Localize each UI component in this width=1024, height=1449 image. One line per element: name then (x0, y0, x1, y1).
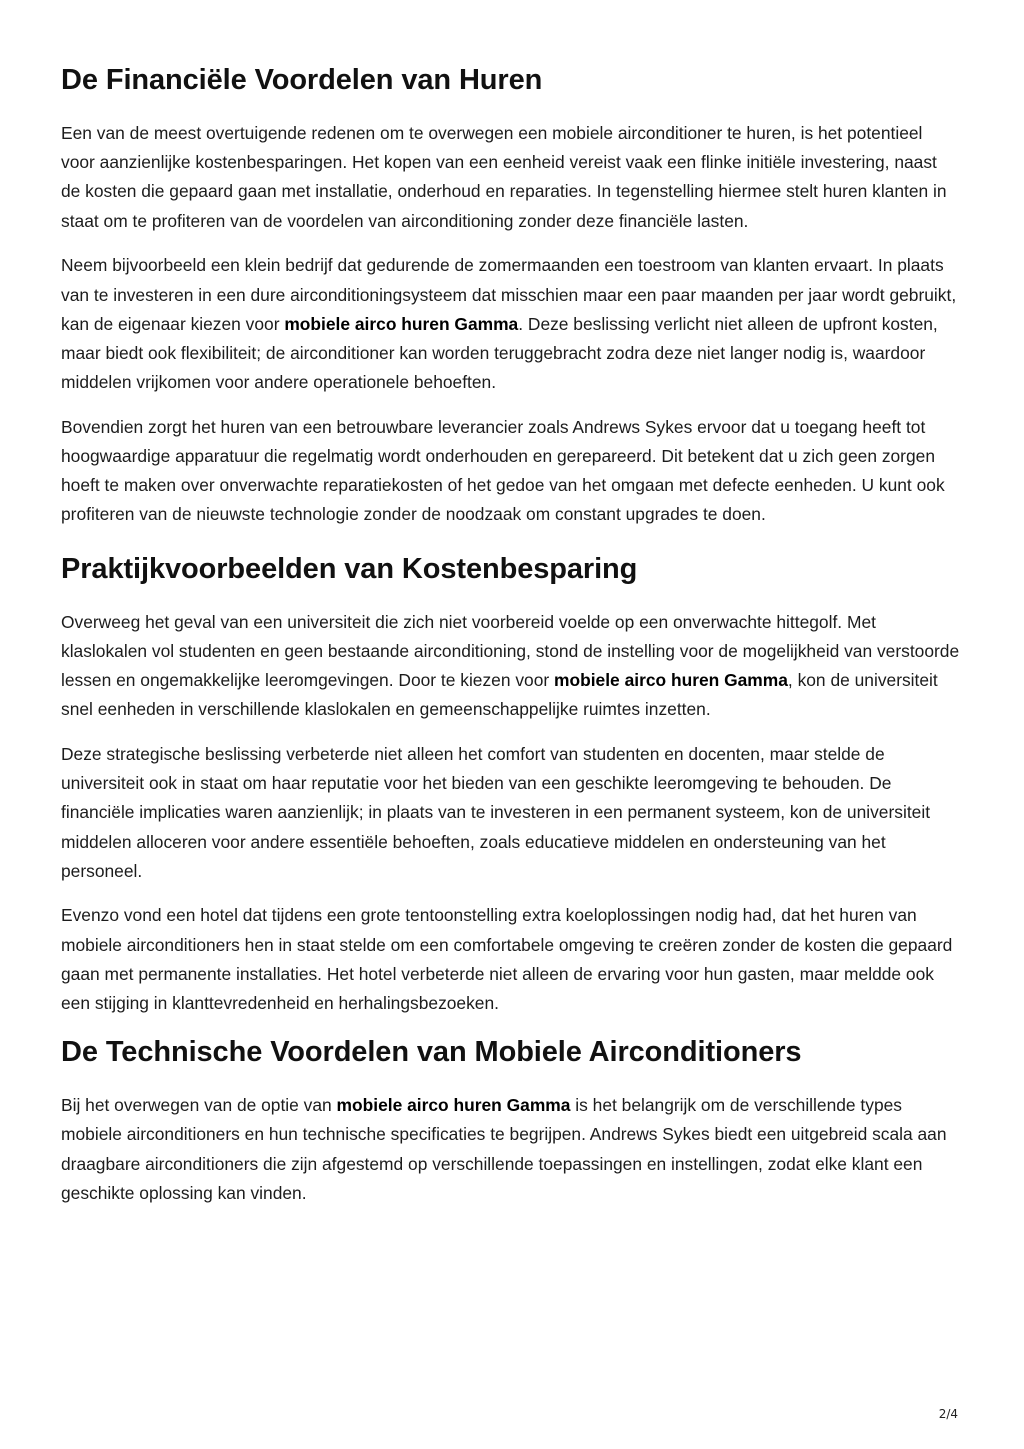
bold-keyword: mobiele airco huren Gamma (554, 670, 788, 691)
paragraph-text: Bij het overwegen van de optie van (61, 1095, 337, 1116)
bold-keyword: mobiele airco huren Gamma (336, 1095, 571, 1116)
section-practical-examples (61, 551, 961, 1019)
section-heading: De Financiële Voordelen van Huren (61, 64, 543, 96)
section-heading: De Technische Voordelen van Mobiele Airconditioners (61, 1036, 802, 1069)
document-page (61, 62, 961, 1224)
paragraph: Bovendien zorgt het huren van een betrouwbare leverancier zoals Andrews Sykes ervoor dat u toegang heeft tot hoogwaardige apparatuur die regelmatig wordt onderhouden en gerepareerd. Dit betekent dat u zich geen zorgen hoeft te maken over onverwachte reparatiekosten of het gedoe van het omgaan met defecte eenheden. U kunt ook profiteren van de nieuwste technologie zonder de noodzaak om constant upgrades te doen. (61, 416, 945, 525)
paragraph (61, 251, 961, 397)
paragraph (61, 1091, 961, 1208)
page-number: 2/4 (938, 1407, 958, 1421)
paragraph: Deze strategische beslissing verbeterde niet alleen het comfort van studenten en docenten, maar stelde de universiteit ook in staat om haar reputatie voor het bieden van een geschikte leeromgeving te behouden. De financiële implicaties waren aanzienlijk; in plaats van te investeren in een permanent systeem, kon de universiteit middelen alloceren voor andere essentiële behoeften, zoals educatieve middelen en ondersteuning van het personeel. (61, 743, 931, 881)
section-heading: Praktijkvoorbeelden van Kostenbesparing (61, 552, 638, 585)
bold-keyword: mobiele airco huren Gamma (284, 313, 519, 334)
paragraph: Een van de meest overtuigende redenen om te overwegen een mobiele airconditioner te huren, is het potentieel voor aanzienlijke kostenbesparingen. Het kopen van een eenheid vereist vaak een flinke initiële investering, naast de kosten die gepaard gaan met installatie, onderhoud en reparaties. In tegenstelling hiermee stelt huren klanten in staat om te profiteren van de voordelen van airconditioning zonder deze financiële lasten. (61, 123, 947, 231)
paragraph-text: Neem bijvoorbeeld een klein bedrijf dat gedurende de zomermaanden een toestroom van klanten ervaart. In plaats van te investeren in een dure airconditioningsysteem dat misschien maar een paar maanden per jaar wordt gebruikt, kan de eigenaar kiezen voor (61, 255, 957, 334)
paragraph-text: is het belangrijk om de verschillende types mobiele airconditioners en hun technische specificaties te begrijpen. Andrews Sykes biedt een uitgebreid scala aan draagbare airconditioners die zijn afgestemd op verschillende toepassingen en instellingen, zodat elke klant een geschikte oplossing kan vinden. (61, 1095, 947, 1203)
paragraph-text: Overweeg het geval van een universiteit die zich niet voorbereid voelde op een onverwachte hittegolf. Met klaslokalen vol studenten en geen bestaande airconditioning, stond de instelling voor de mogelijkheid van verstoorde lessen en ongemakkelijke leeromgevingen. Door te kiezen voor (61, 611, 960, 691)
paragraph-text: , kon de universiteit snel eenheden in verschillende klaslokalen en gemeenschappelijke ruimtes inzetten. (61, 670, 938, 720)
paragraph (61, 608, 961, 725)
paragraph: Evenzo vond een hotel dat tijdens een grote tentoonstelling extra koeloplossingen nodig had, dat het huren van mobiele airconditioners hen in staat stelde om een comfortabele omgeving te creëren zonder de kosten die gepaard gaan met permanente installaties. Het hotel verbeterde niet alleen de ervaring voor hun gasten, maar meldde ook een stijging in klanttevredenheid en herhalingsbezoeken. (61, 905, 953, 1014)
paragraph-text: . Deze beslissing verlicht niet alleen de upfront kosten, maar biedt ook flexibiliteit; de airconditioner kan worden teruggebracht zodra deze niet langer nodig is, waardoor middelen vrijkomen voor andere operationele behoeften. (61, 313, 938, 393)
section-financial-benefits (61, 62, 961, 530)
section-technical-benefits (61, 1034, 961, 1208)
